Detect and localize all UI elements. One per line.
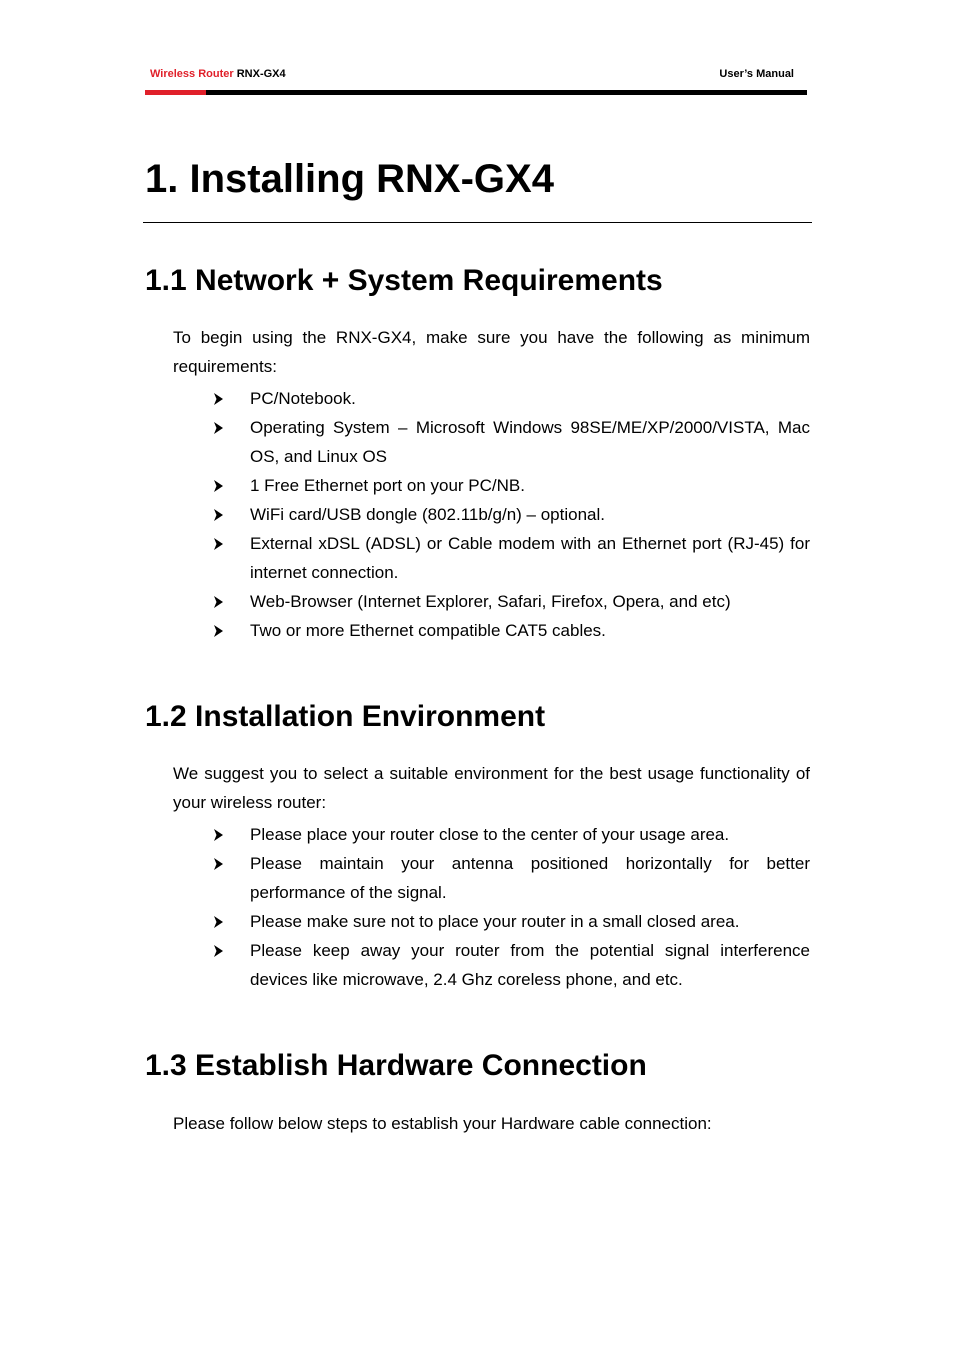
chevron-right-icon (212, 829, 224, 841)
chapter-divider (143, 222, 812, 223)
list-item-text: External xDSL (ADSL) or Cable modem with an Ethernet port (RJ-45) for internet connection. (250, 534, 810, 582)
header-doc-type: User’s Manual (719, 68, 794, 80)
chevron-right-icon (212, 945, 224, 957)
list-item (210, 616, 810, 645)
list-item-text: 1 Free Ethernet port on your PC/NB. (250, 476, 525, 495)
header-product-prefix: Wireless Router (150, 68, 234, 80)
environment-list (210, 820, 810, 994)
list-item-text: Web-Browser (Internet Explorer, Safari, Firefox, Opera, and etc) (250, 592, 731, 611)
header-product (150, 68, 286, 80)
list-item-text: WiFi card/USB dongle (802.11b/g/n) – optional. (250, 505, 605, 524)
list-item (210, 820, 810, 849)
chevron-right-icon (212, 858, 224, 870)
list-item (210, 587, 810, 616)
chevron-right-icon (212, 538, 224, 550)
requirements-list (210, 384, 810, 645)
list-item-text: Please place your router close to the center of your usage area. (250, 825, 730, 844)
chevron-right-icon (212, 480, 224, 492)
list-item (210, 500, 810, 529)
section-title-hardware-connection: 1.3 Establish Hardware Connection (145, 1049, 647, 1082)
list-item-text: PC/Notebook. (250, 389, 356, 408)
chevron-right-icon (212, 596, 224, 608)
chevron-right-icon (212, 625, 224, 637)
chevron-right-icon (212, 509, 224, 521)
header-rule-accent (145, 90, 206, 95)
header-product-model: RNX-GX4 (236, 68, 286, 80)
list-item (210, 849, 810, 907)
list-item (210, 471, 810, 500)
section-intro-environment: We suggest you to select a suitable environment for the best usage functionality of your wireless router: (173, 764, 810, 812)
list-item (210, 529, 810, 587)
chevron-right-icon (212, 422, 224, 434)
list-item (210, 907, 810, 936)
chevron-right-icon (212, 916, 224, 928)
header-rule (145, 90, 807, 95)
section-intro-requirements: To begin using the RNX-GX4, make sure you have the following as minimum requirements: (173, 328, 810, 376)
section-title-requirements: 1.1 Network + System Requirements (145, 264, 663, 297)
list-item (210, 413, 810, 471)
list-item-text: Please make sure not to place your router in a small closed area. (250, 912, 740, 931)
list-item-text: Please keep away your router from the potential signal interference devices like microwave, 2.4 Ghz coreless phone, and etc. (250, 941, 810, 989)
page-header (145, 66, 807, 96)
list-item (210, 936, 810, 994)
list-item-text: Two or more Ethernet compatible CAT5 cables. (250, 621, 606, 640)
list-item (210, 384, 810, 413)
section-title-environment: 1.2 Installation Environment (145, 700, 546, 733)
section-intro-hardware-connection: Please follow below steps to establish your Hardware cable connection: (173, 1114, 712, 1133)
chevron-right-icon (212, 393, 224, 405)
chapter-title: 1. Installing RNX-GX4 (145, 157, 554, 201)
list-item-text: Operating System – Microsoft Windows 98SE/ME/XP/2000/VISTA, Mac OS, and Linux OS (250, 418, 810, 466)
list-item-text: Please maintain your antenna positioned horizontally for better performance of the signal. (250, 854, 810, 902)
